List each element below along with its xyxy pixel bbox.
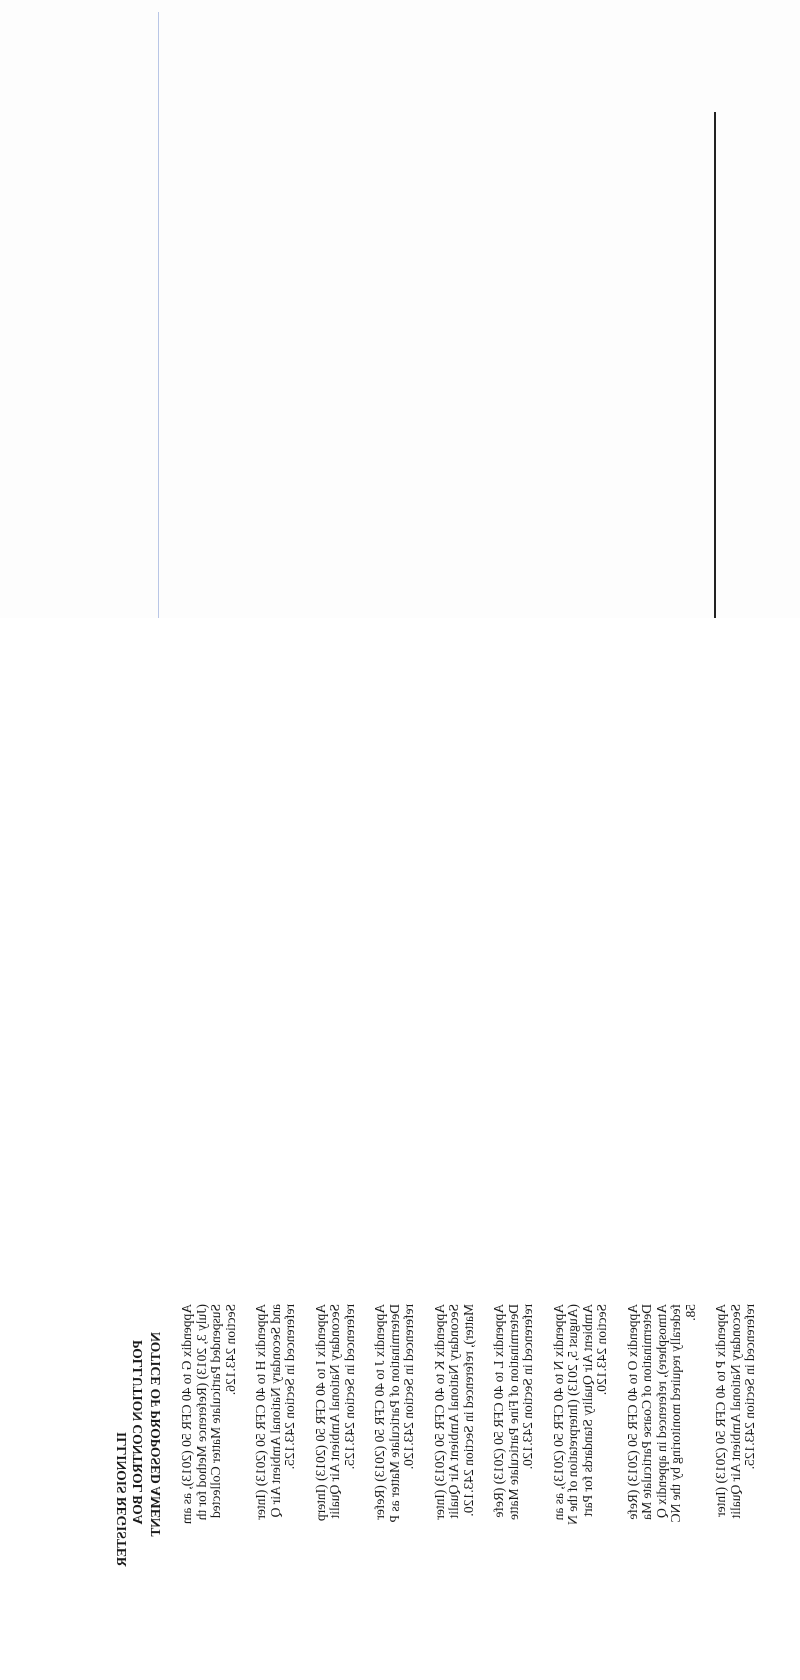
entry-line: Appendix P to 40 CFR 50 (2013) (Inter <box>713 1304 728 1517</box>
entry-line: federally required monitoring by the NC <box>668 1304 683 1523</box>
rotated-mirrored-text <box>115 1020 758 1680</box>
entry-line: Appendix J to 40 CFR 50 (2013) (Refer <box>372 1304 387 1520</box>
entry-line: Appendix L to 40 CFR 50 (2013) (Refe <box>491 1304 506 1518</box>
entry-line: (August 5, 2013) (Interpretation of the N <box>565 1304 580 1525</box>
entry-line: Appendix K to 40 CFR 50 (2013) (Inter <box>431 1304 447 1520</box>
entry-line: Appendix G to 40 CFR 50 (2013), as am <box>179 1304 194 1525</box>
entry-appendix-k <box>433 1304 477 1644</box>
entry-appendix-p <box>714 1304 758 1644</box>
entry-line: Section 243.126. <box>222 1304 238 1396</box>
entry-line: Appendix N to 40 CFR 50 (2013), as an <box>550 1304 566 1521</box>
entry-line: referenced in Section 243.120. <box>520 1304 535 1470</box>
entry-line: and Secondary National Ambient Air Q <box>267 1304 283 1518</box>
entry-line: Suspended Particulate Matter Collected <box>208 1304 223 1519</box>
entry-line: Appendix I to 40 CFR 50 (2013) (Interp <box>312 1304 328 1522</box>
entry-appendix-j <box>373 1304 417 1644</box>
entry-line: Secondary National Ambient Air Qualit <box>727 1304 743 1519</box>
entry-line: Atmosphere), referenced in appendix Q <box>653 1304 669 1519</box>
entry-line: Section 243.120. <box>594 1304 609 1396</box>
entry-appendix-o <box>626 1304 699 1644</box>
entry-line: Appendix H to 40 CFR 50 (2013) (Inter <box>253 1304 268 1520</box>
entry-line: referenced in Section 243.125. <box>282 1304 297 1470</box>
entry-line: Determination of Coarse Particulate Ma <box>639 1304 654 1520</box>
notice-title: NOTICE OF PROPOSED AMENT <box>148 1332 163 1537</box>
entry-line: Secondary National Ambient Air Qualit <box>446 1304 461 1519</box>
entry-appendix-l <box>492 1304 536 1644</box>
entry-appendix-g <box>180 1304 238 1644</box>
entry-line: Determination of Particulate Matter as P <box>386 1304 402 1523</box>
board-title: POLLUTION CONTROL BOA <box>130 1340 145 1525</box>
entry-line: (July 3, 2013) (Reference Method for th <box>193 1304 209 1521</box>
scan-margin-line <box>158 12 159 618</box>
entry-appendix-h <box>254 1304 298 1644</box>
header-rule <box>714 112 716 618</box>
entry-line: referenced in Section 243.120. <box>401 1304 416 1470</box>
entry-line: Determination of Fine Particulate Matte <box>505 1304 521 1520</box>
entry-appendix-i <box>314 1304 358 1644</box>
register-title: ILLINOIS REGISTER <box>114 1432 129 1567</box>
entry-appendix-n <box>552 1304 610 1644</box>
entry-line: referenced in Section 243.125. <box>742 1304 757 1470</box>
entry-line: referenced in Section 243.125. <box>341 1304 357 1470</box>
entry-line: 58. <box>682 1304 698 1321</box>
entry-line: Matter), referenced in Section 243.120. <box>460 1304 476 1517</box>
entry-line: Secondary National Ambient Air Qualit <box>327 1304 342 1519</box>
entry-line: Appendix O to 40 CFR 50 (2013) (Refe <box>624 1304 640 1520</box>
entry-line: Ambient Air Quality Standards for Part <box>579 1304 595 1517</box>
